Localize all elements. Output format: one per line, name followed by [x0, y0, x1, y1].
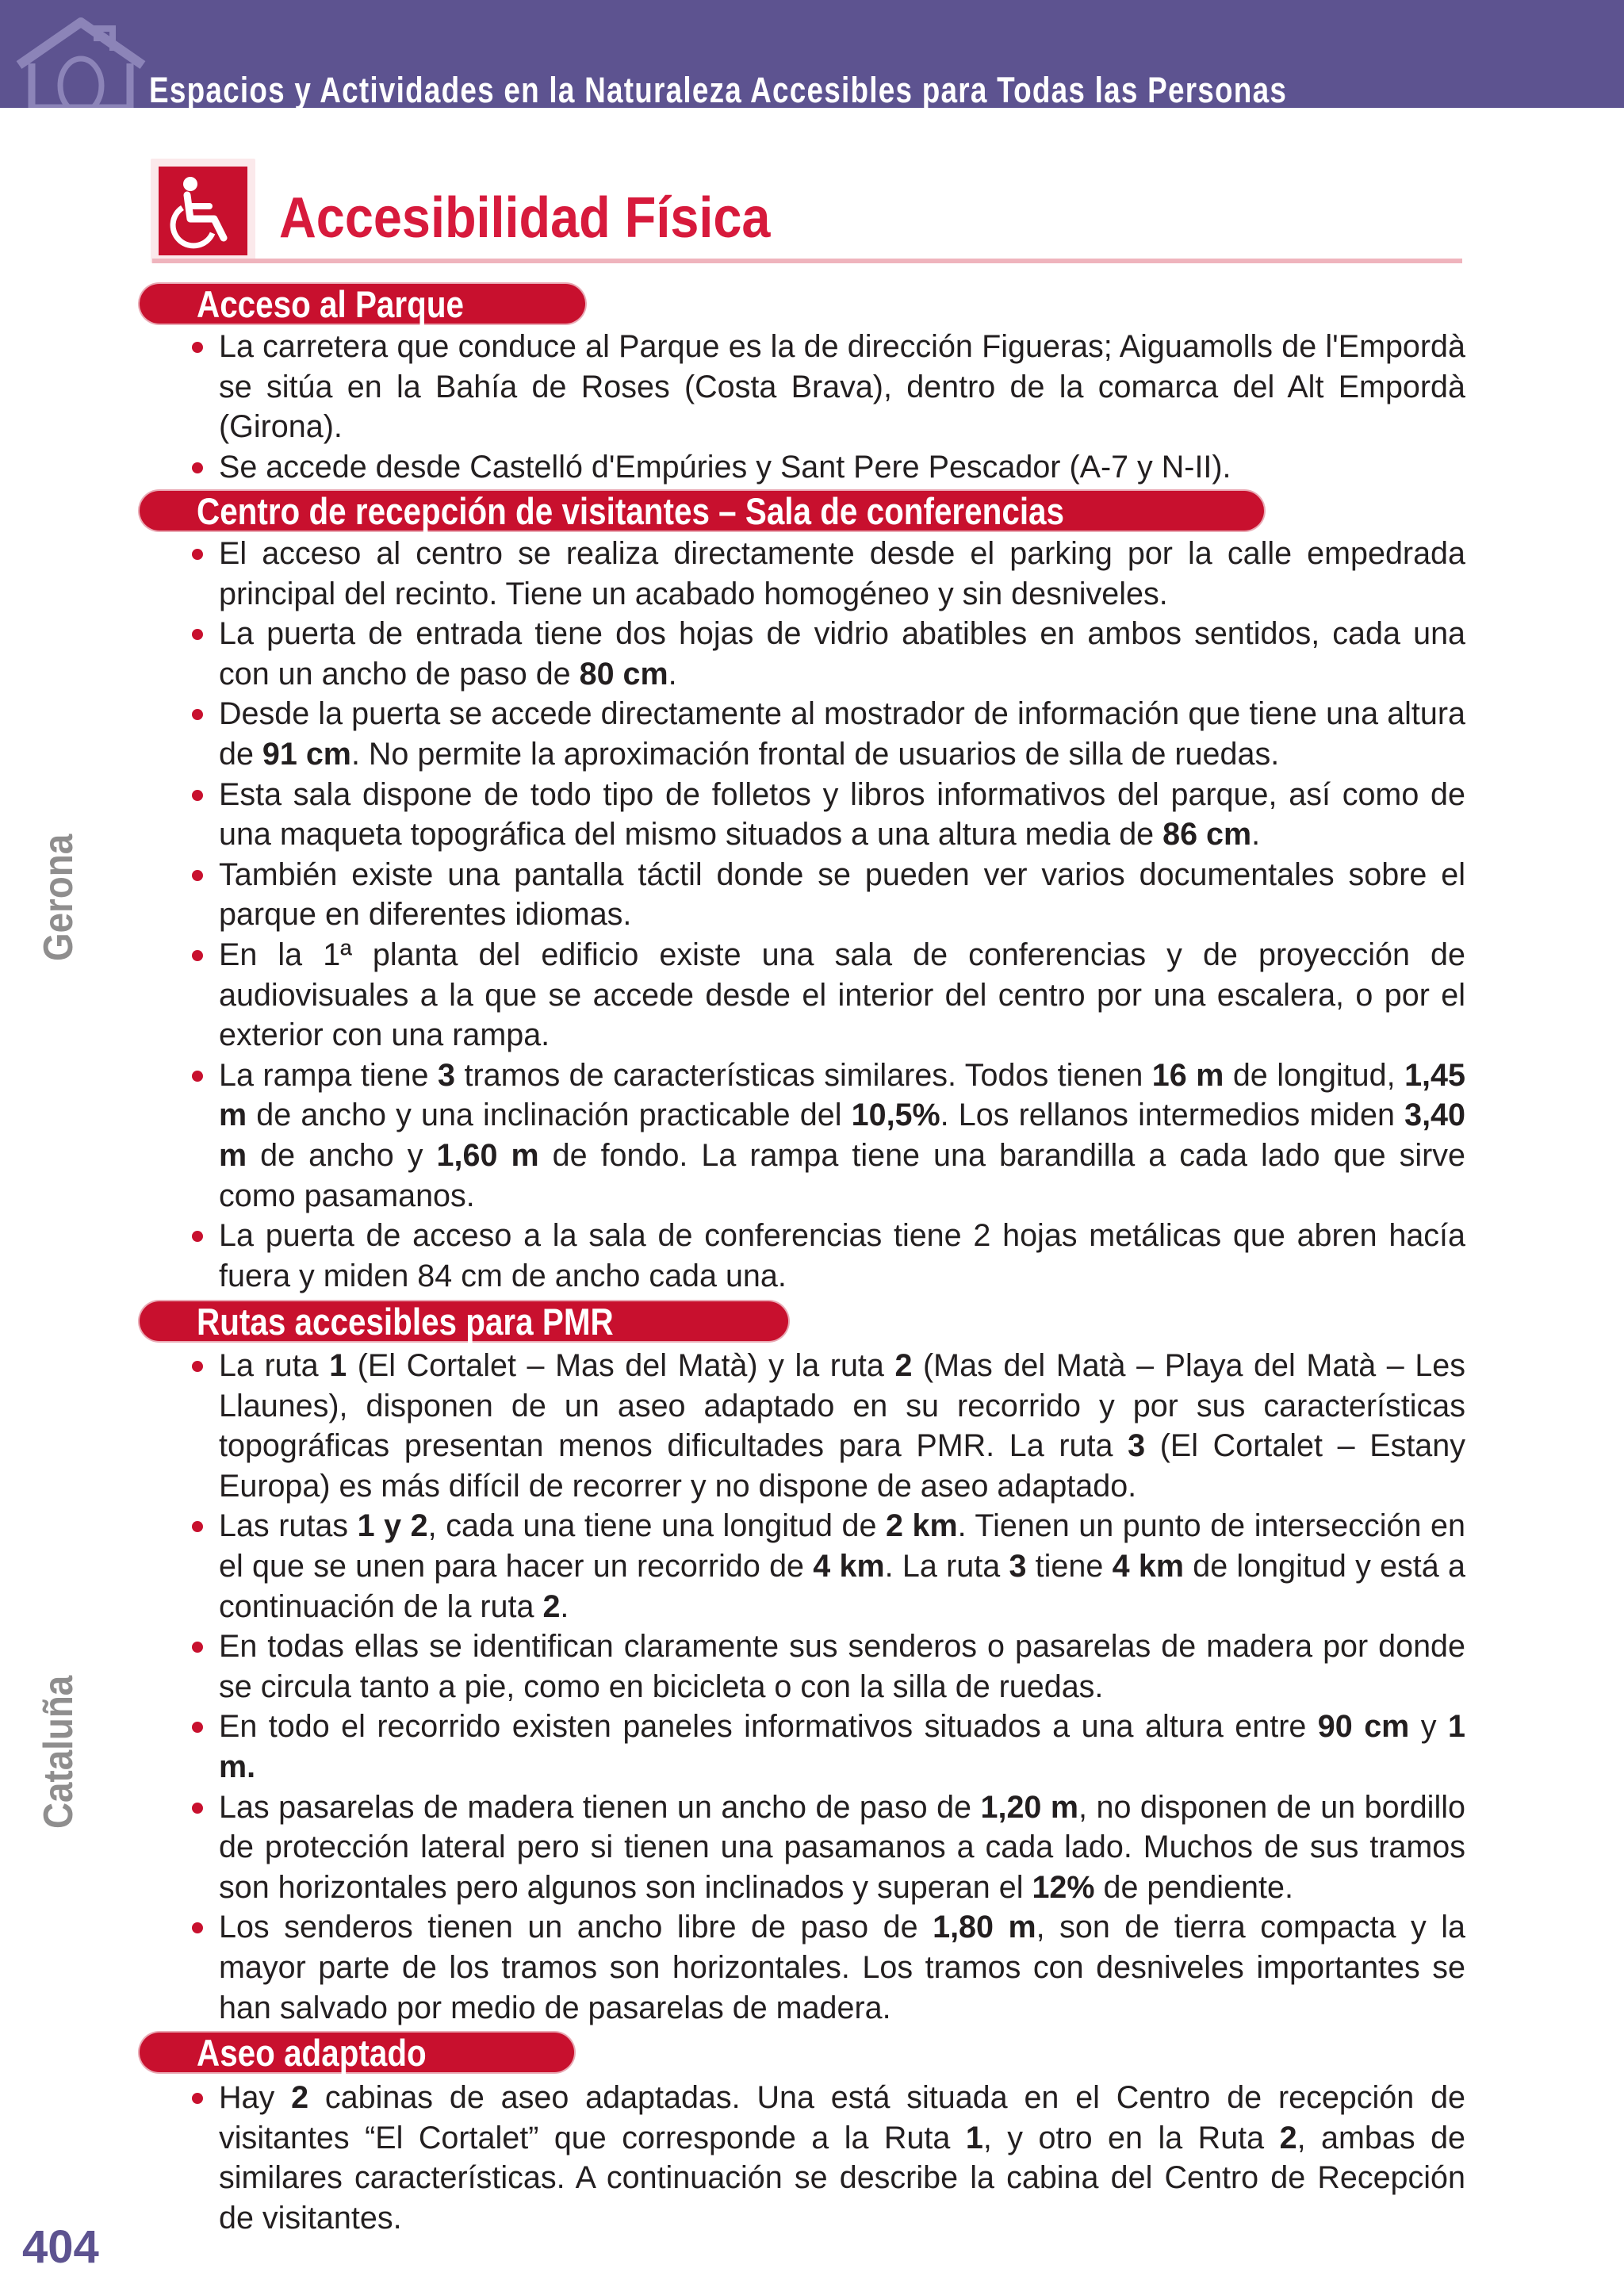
header-band	[0, 0, 1624, 108]
text-run: cabinas de aseo adaptadas. Una está situada en el Centro de recepción de visitantes “El Cortalet” que corresponde a la Ruta	[219, 2080, 1466, 2155]
list-item	[192, 614, 1465, 694]
bold-value: 1,45 m	[219, 1057, 1465, 1133]
text-run: Desde la puerta se accede directamente al mostrador de información que tiene una altura de	[219, 696, 1465, 772]
text-run: , ambas de similares características. A continuación se describe la cabina del Centro de Recepción de visitantes.	[219, 2120, 1466, 2236]
list-item	[192, 2078, 1465, 2238]
bullet-list	[192, 534, 1465, 1296]
bullet-list	[192, 327, 1465, 487]
bold-value: 12%	[1032, 1869, 1095, 1905]
text-run: En todas ellas se identifican claramente sus senderos o pasarelas de madera por donde se circula tanto a pie, como en bicicleta o con la silla de ruedas.	[219, 1629, 1465, 1704]
bullet-list	[192, 2078, 1465, 2238]
bold-value: 1 m.	[219, 1709, 1465, 1784]
text-run: y	[1409, 1709, 1449, 1745]
text-run: , cada una tiene una longitud de	[427, 1508, 886, 1544]
text-run: La ruta	[219, 1348, 330, 1383]
section-heading-label: Aseo adaptado	[197, 2032, 427, 2074]
bold-value: 86 cm	[1162, 817, 1252, 853]
house-icon	[14, 17, 147, 108]
text-run: de pendiente.	[1094, 1869, 1293, 1905]
text-run: , son de tierra compacta y la mayor parte de los tramos son horizontales. Los tramos con desniveles importantes se han salvado por medio de pasarelas de madera.	[219, 1910, 1466, 2025]
list-item	[192, 855, 1465, 935]
side-label-community: Cataluña	[36, 1675, 82, 1829]
header-title: Espacios y Actividades en la Naturaleza Accesibles para Todas las Personas	[149, 70, 1288, 110]
text-run: Las pasarelas de madera tienen un ancho de paso de	[219, 1789, 981, 1825]
list-item	[192, 775, 1465, 855]
text-run: de longitud y está a continuación de la ruta	[219, 1548, 1465, 1624]
list-item	[192, 447, 1465, 488]
text-run: tramos de características similares. Todos tienen	[454, 1057, 1152, 1093]
text-run: de ancho y	[247, 1137, 437, 1173]
list-item	[192, 1907, 1465, 2028]
text-run: El acceso al centro se realiza directamente desde el parking por la calle empedrada principal del recinto. Tiene un acabado homogéneo y sin desniveles.	[219, 536, 1465, 611]
section-heading-rutas	[140, 1301, 788, 1341]
list-item	[192, 1056, 1465, 1216]
text-run: de ancho y una inclinación practicable del	[247, 1098, 852, 1133]
list-item	[192, 1787, 1465, 1908]
list-item	[192, 327, 1465, 447]
text-run: La rampa tiene	[219, 1057, 439, 1093]
text-run: Esta sala dispone de todo tipo de folletos y libros informativos del parque, así como de una maqueta topográfica del mismo situados a una altura media de	[219, 776, 1465, 853]
list-item	[192, 534, 1465, 614]
list-item	[192, 1627, 1465, 1707]
section-heading-label: Acceso al Parque	[197, 283, 464, 325]
title-divider	[152, 259, 1462, 263]
text-run: . Los rellanos intermedios miden	[940, 1098, 1405, 1133]
bold-value: 80 cm	[579, 656, 668, 692]
section-heading-acceso	[140, 284, 585, 324]
bold-value: 1,20 m	[980, 1789, 1079, 1825]
text-run: de longitud,	[1224, 1057, 1405, 1093]
bold-value: 4 km	[1112, 1548, 1184, 1584]
bold-value: 2	[894, 1348, 913, 1383]
text-run: En la 1ª planta del edificio existe una sala de conferencias y de proyección de audiovisuales a la que se accede desde el interior del centro por una escalera, o por el exterior con una rampa.	[219, 937, 1465, 1053]
bold-value: 1 y 2	[357, 1508, 428, 1544]
bold-value: 2	[1279, 2120, 1297, 2155]
list-item	[192, 1707, 1465, 1787]
section-heading-label: Rutas accesibles para PMR	[197, 1301, 614, 1343]
bold-value: 3	[438, 1057, 455, 1093]
text-run: .	[1251, 817, 1261, 853]
text-run: Los senderos tienen un ancho libre de paso de	[219, 1910, 933, 1945]
section-heading-aseo	[140, 2033, 574, 2072]
text-run: . Tienen un punto de intersección en el que se unen para hacer un recorrido de	[219, 1508, 1465, 1584]
side-label-region: Gerona	[36, 833, 82, 961]
bold-value: 3	[1009, 1548, 1027, 1584]
text-run: (El Cortalet – Mas del Matà) y la ruta	[347, 1348, 895, 1383]
bold-value: 3	[1128, 1428, 1146, 1464]
text-run: . No permite la aproximación frontal de usuarios de silla de ruedas.	[350, 736, 1280, 772]
text-run: Se accede desde Castelló d'Empúries y Sant Pere Pescador (A-7 y N-II).	[219, 449, 1231, 485]
bold-value: 16 m	[1151, 1057, 1224, 1093]
bold-value: 91 cm	[262, 736, 351, 772]
list-item	[192, 1506, 1465, 1627]
text-run: , no disponen de un bordillo de protección lateral pero si tienen una pasamanos a cada lado. Muchos de sus tramos son horizontales pero algunos son inclinados y superan el	[219, 1789, 1465, 1905]
text-run: tiene	[1026, 1548, 1113, 1584]
bullet-list	[192, 1346, 1465, 2028]
list-item	[192, 1346, 1465, 1506]
text-run: En todo el recorrido existen paneles informativos situados a una altura entre	[219, 1709, 1318, 1745]
list-item	[192, 694, 1465, 774]
list-item	[192, 935, 1465, 1056]
bold-value: 1,60 m	[436, 1137, 539, 1173]
bold-value: 10,5%	[851, 1098, 940, 1133]
text-run: La puerta de entrada tiene dos hojas de vidrio abatibles en ambos sentidos, cada una con un ancho de paso de	[219, 616, 1465, 692]
text-run: .	[668, 656, 677, 692]
bold-value: 90 cm	[1317, 1709, 1410, 1745]
section-heading-centro	[140, 491, 1264, 531]
text-run: de fondo. La rampa tiene una barandilla a cada lado que sirve como pasamanos.	[219, 1137, 1465, 1213]
bold-value: 1,80 m	[933, 1910, 1036, 1945]
text-run: La puerta de acceso a la sala de conferencias tiene 2 hojas metálicas que abren hacía fuera y miden 84 cm de ancho cada una.	[219, 1218, 1465, 1293]
text-run: .	[560, 1588, 569, 1624]
bold-value: 2	[542, 1588, 561, 1624]
text-run: También existe una pantalla táctil donde se pueden ver varios documentales sobre el parque en diferentes idiomas.	[219, 856, 1465, 933]
list-item	[192, 1216, 1465, 1296]
text-run: Hay	[219, 2080, 292, 2115]
text-run: (El Cortalet – Estany Europa) es más difícil de recorrer y no dispone de aseo adaptado.	[219, 1428, 1465, 1504]
bold-value: 2	[291, 2080, 309, 2115]
bold-value: 3,40 m	[219, 1098, 1465, 1173]
page-number: 404	[22, 2221, 99, 2273]
bold-value: 2 km	[885, 1508, 958, 1544]
wheelchair-icon	[151, 159, 255, 263]
bold-value: 1	[329, 1348, 347, 1383]
section-title: Accesibilidad Física	[279, 186, 771, 250]
text-run: Las rutas	[219, 1508, 358, 1544]
text-run: (Mas del Matà – Playa del Matà – Les Llaunes), disponen de un aseo adaptado en su recorrido y por sus características topográficas presentan menos dificultades para PMR. La ruta	[219, 1348, 1466, 1464]
text-run: La carretera que conduce al Parque es la de dirección Figueras; Aiguamolls de l'Empordà se sitúa en la Bahía de Roses (Costa Brava), dentro de la comarca del Alt Empordà (Girona).	[219, 329, 1465, 445]
bold-value: 1	[965, 2120, 983, 2155]
text-run: , y otro en la Ruta	[982, 2120, 1280, 2155]
bold-value: 4 km	[813, 1548, 885, 1584]
text-run: . La ruta	[884, 1548, 1009, 1584]
section-heading-label: Centro de recepción de visitantes – Sala de conferencias	[197, 490, 1065, 532]
